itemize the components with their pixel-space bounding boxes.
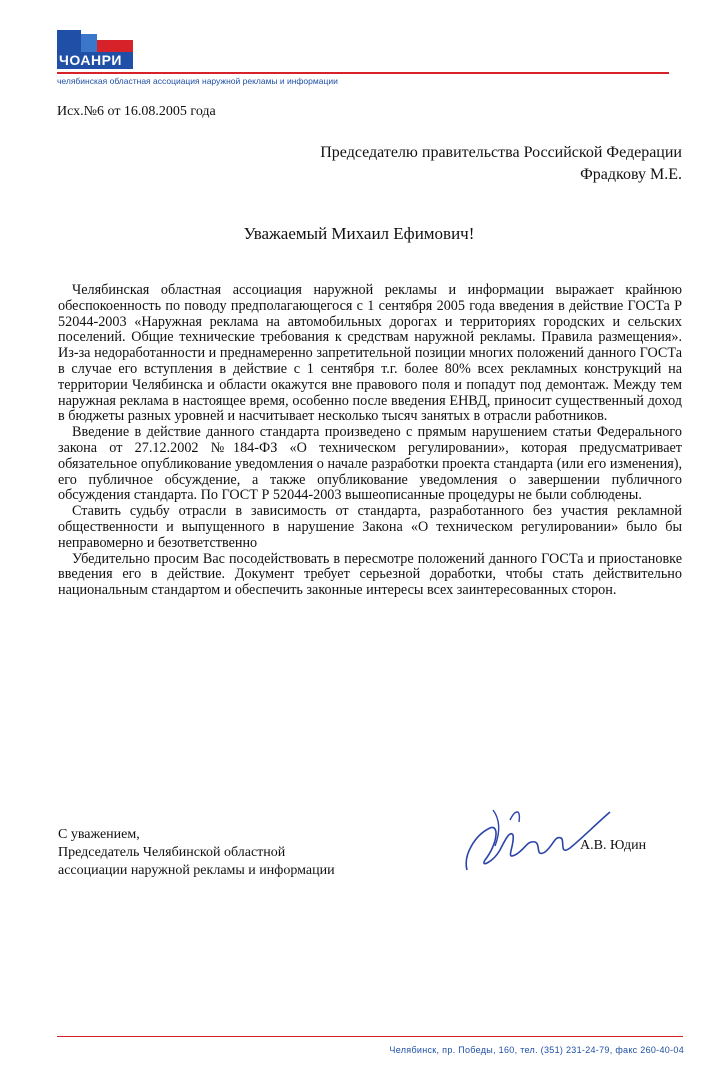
paragraph-2: Введение в действие данного стандарта произведено с прямым нарушением статьи Федерального закона от 27.12.2002 №184-ФЗ «О техническом регулировании», которая предусматривает обязательное опубликование уведомления о начале разработки проекта стандарта (или его изменения), его публичное обсуждение, а также опубликование уведомления о завершении публичного обсуждения стандарта. По ГОСТ Р 52044-2003 вышеописанные процедуры не были соблюдены. (58, 424, 682, 504)
signer-name: А.В. Юдин (580, 838, 647, 853)
footer-contacts: Челябинск, пр. Победы, 160, тел. (351) 231-24-79, факс 260-40-04 (389, 1045, 684, 1055)
closing-regards: С уважением, (58, 827, 140, 842)
letterhead-rule (57, 72, 669, 74)
salutation: Уважаемый Михаил Ефимович! (243, 224, 475, 243)
addressee-title: Председателю правительства Российской Федерации (320, 144, 682, 161)
logo-block-red (97, 40, 133, 52)
logo-text: ЧОАНРИ (57, 52, 133, 69)
closing-position-2: ассоциации наружной рекламы и информации (58, 863, 335, 878)
paragraph-1: Челябинская областная ассоциация наружной рекламы и информации выражает крайнюю обеспокоенность по поводу предполагающегося с 1 сентября 2005 года введения в действие ГОСТа Р 52044-2003 «Наружная реклама на автомобильных дорогах и территориях городских и сельских поселений. Общие технические требования к средствам наружной рекламы. Правила размещения». Из-за недоработанности и преднамеренно запретительной позиции многих положений данного ГОСТа в случае его вступления в действие с 1 сентября т.г. более 80% всех рекламных конструкций на территории Челябинска и области окажутся вне правового поля и попадут под демонтаж. Между тем наружная реклама в настоящее время, особенно после введения ЕНВД, приносит существенный доход в бюджеты разных уровней и насчитывает несколько тысяч занятых в отрасли работников. (58, 282, 682, 425)
addressee-block (320, 142, 682, 186)
paragraph-3: Ставить судьбу отрасли в зависимость от стандарта, разработанного без участия рекламной общественности и выпущенного в нарушение Закона «О техническом регулировании» было бы неправомерно и безответственно (58, 503, 682, 551)
footer-rule (57, 1036, 683, 1037)
logo-block-lightblue (81, 34, 97, 52)
paragraph-4: Убедительно просим Вас посодействовать в пересмотре положений данного ГОСТа и приостановке введения его в действие. Документ требует серьезной доработки, чтобы стать действительно национальным стандартом и обеспечить законные интересы всех заинтересованных сторон. (58, 550, 682, 599)
logo-block-blue (57, 30, 81, 52)
closing-block (58, 826, 335, 880)
organization-logo (57, 30, 133, 70)
closing-position-1: Председатель Челябинской областной (58, 845, 286, 860)
addressee-name: Фрадкову М.Е. (580, 166, 682, 183)
reference-number: Исх.№6 от 16.08.2005 года (57, 104, 216, 119)
letter-body (58, 283, 682, 599)
organization-name: челябинская областная ассоциация наружной рекламы и информации (57, 76, 338, 86)
